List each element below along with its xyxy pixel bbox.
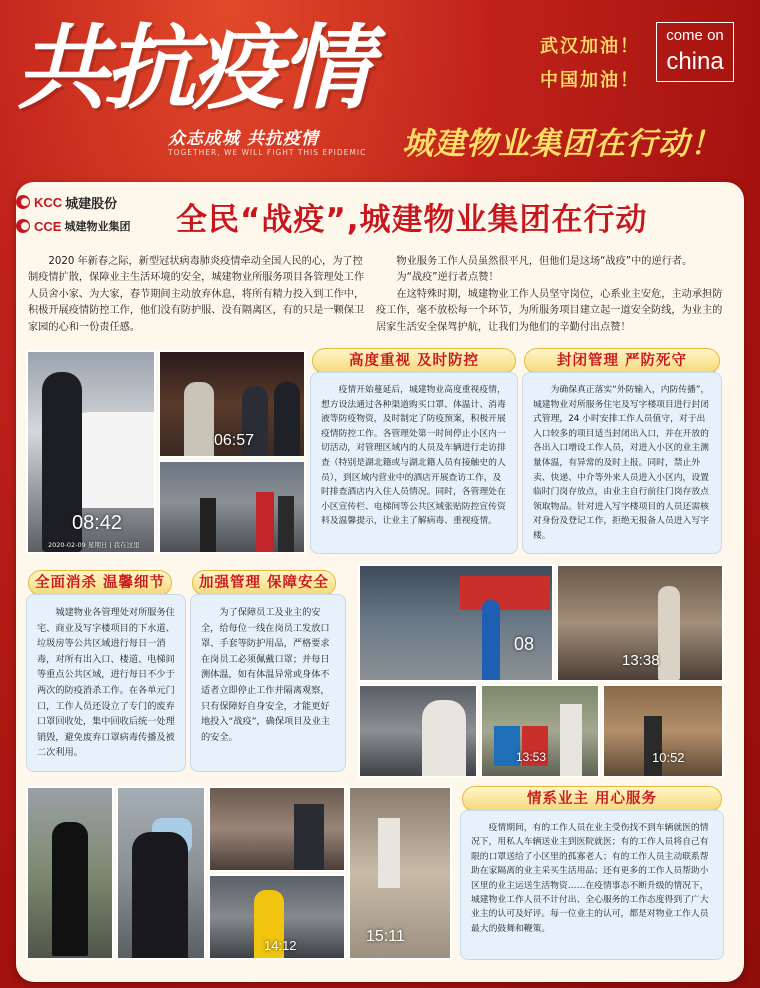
- section-heading-closed-management: 封闭管理 严防死守: [524, 348, 720, 374]
- section-body-closed-management: [522, 372, 722, 554]
- photo-timestamp: 13:53: [516, 750, 547, 764]
- hero-subtitle-en: TOGETHER, WE WILL FIGHT THIS EPIDEMIC: [168, 148, 367, 157]
- come-on-china-badge: [656, 22, 734, 82]
- section-heading-staff-safety: 加强管理 保障安全: [192, 570, 336, 596]
- photo-water-delivery: [116, 786, 206, 960]
- section-body-prevention: [310, 372, 518, 554]
- intro-left: [28, 254, 366, 336]
- photo-car-shape: [76, 412, 156, 508]
- photo-person-shape: [644, 716, 662, 776]
- cheer-wuhan: 武汉加油！: [540, 36, 640, 57]
- photo-timestamp: 06:57: [214, 432, 255, 449]
- photo-timestamp: 14:12: [264, 938, 297, 953]
- hero-title: 共抗疫情: [16, 14, 369, 122]
- photo-disinfection-corridor: [556, 564, 724, 682]
- logo-group: [16, 192, 166, 236]
- photo-delivery-supplies: [26, 786, 114, 960]
- section-body-resident-service: [460, 810, 724, 960]
- intro-paragraph: 在这特殊时期，城建物业工作人员坚守岗位，心系业主安危，主动承担防疫工作，毫不放松每一个环节，为所服务项目建立起一道安全防线，为业主的居家生活安全保驾护航，让我们为他们的辛勤付出点赞！: [376, 288, 723, 333]
- photo-person-shape: [422, 700, 466, 778]
- hero-subtitle: 众志成城 共抗疫情: [168, 129, 319, 149]
- photo-person-shape: [184, 382, 214, 458]
- photo-delivery-scooter: [208, 874, 346, 960]
- photo-disinfection-outdoor: [602, 684, 724, 778]
- photo-person-shape: [278, 496, 294, 554]
- photo-stairway-disinfection: [348, 786, 452, 960]
- photo-person-shape: [294, 804, 324, 872]
- intro-right: [376, 254, 724, 336]
- china-text: china: [666, 48, 724, 75]
- photo-trash-bins: [480, 684, 600, 778]
- photo-person-shape: [378, 818, 400, 888]
- section-text: 疫情开始蔓延后，城建物业高度重视疫情，想方设法通过各种渠道购买口罩、体温计、消毒液等防疫物资，及时制定了防疫预案，积极开展疫情防控工作。各管理处第一时间停止小区内一切活动，对管理区域内的人员及车辆进行走访排查（特别是湖北籍或与湖北籍人员有接触史的人员），到区域内营业中的酒店开展查访工作，及时排查酒店内入住人员情况。同时，各管理处在小区宣传栏、电梯间等公共区域张贴防控宣传资料及温馨提示，让业主了解病毒、重视疫情。: [321, 385, 506, 527]
- section-body-staff-safety: [190, 594, 346, 772]
- come-on-text: come on: [666, 27, 724, 44]
- photo-timestamp: 08:42: [72, 512, 123, 534]
- photo-person-shape: [560, 704, 582, 778]
- photo-person-shape: [200, 498, 216, 554]
- photo-temperature-check: [158, 350, 306, 458]
- kcc-logo: [16, 192, 166, 212]
- photo-helping-resident: [208, 786, 346, 872]
- photo-person-shape: [52, 822, 88, 956]
- section-text: 为确保真正落实“外防输入，内防传播”，城建物业对所服务住宅及写字楼项目进行封闭式管理，24 小时安排工作人员值守，对于出入口较多的项目适当封闭出入口，并在开放的各出入口增设工作人员，对进入小区的业主测量体温，有异常的及时上报。同时，禁止外卖、快递、中介等外来人员进入小区内，设置临时门岗存放点，由业主自行前往门岗存放点领取物品。针对进入写字楼项目的人员还需核对身份及登记工作，拒绝无报备人员进入写字楼。: [533, 385, 710, 541]
- photo-person-shape: [256, 492, 274, 554]
- photo-disinfection-elevator: [358, 684, 478, 778]
- photo-person-shape: [482, 600, 500, 682]
- cce-logo-icon: [16, 219, 30, 233]
- photo-timestamp: 15:11: [366, 928, 405, 945]
- section-heading-disinfection: 全面消杀 温馨细节: [28, 570, 172, 596]
- section-text: 为了保障员工及业主的安全，给每位一线在岗员工发放口罩、手套等防护用品，严格要求在岗员工必须佩戴口罩；并每日测体温，如有体温异常或身体不适者立即停止工作并隔离观察，只有保障好自身安全，才能更好地投入“战疫”，确保项目及业主的安全。: [201, 607, 330, 743]
- section-body-disinfection: [26, 594, 186, 772]
- intro-paragraph: 为“战疫”逆行者点赞！: [396, 272, 499, 284]
- section-heading-prevention: 高度重视 及时防控: [312, 348, 516, 374]
- photo-disinfection-lobby: [358, 564, 554, 682]
- cce-logo-en: CCE: [34, 218, 62, 234]
- main-title: 全民“战疫”,城建物业集团在行动: [176, 202, 648, 238]
- kcc-logo-icon: [16, 195, 30, 209]
- photo-timestamp: 08: [514, 634, 535, 654]
- kcc-logo-cn: 城建股份: [65, 196, 118, 212]
- kcc-logo-en: KCC: [34, 194, 63, 210]
- intro-paragraph: 物业服务工作人员虽然很平凡，但他们是这场“战疫”中的逆行者。: [396, 256, 693, 267]
- photo-date: 2020-02-09 星期日 | 我在这里: [48, 541, 140, 549]
- photo-person-shape: [658, 586, 680, 680]
- photo-timestamp: 10:52: [652, 750, 685, 765]
- section-heading-resident-service: 情系业主 用心服务: [462, 786, 722, 812]
- section-text: 疫情期间，有的工作人员在业主受伤找不到车辆就医的情况下，用私人车辆送业主到医院就医；有的工作人员将自己有限的口罩送给了小区里的孤寡老人；有的工作人员主动联系帮助在家隔离的业主采买生活用品；还有更多的工作人员帮助小区里的业主运送生活物资……在疫情事态不断升级的情况下，城建物业工作人员不计付出、全心服务的工作态度得到了广大业主的认可及好评。每一位业主的认可，都是对物业工作人员最大的鼓舞和鞭策。: [471, 823, 709, 934]
- photo-entrance-guard: [158, 460, 306, 554]
- photo-banner-shape: [460, 576, 550, 610]
- intro-paragraph: 2020 年新春之际，新型冠状病毒肺炎疫情牵动全国人民的心，为了控制疫情扩散，保障业主生活环境的安全，城建物业所服务项目各管理处工作人员舍小家、为大家，春节期间主动放弃休息，将所有精力投入到工作中，积极开展疫情防控工作，他们没有防护服、没有隔离区，有的只是一颗保卫家园的心和一份责任感。: [28, 256, 365, 333]
- cce-logo: [16, 216, 166, 236]
- cce-logo-cn: 城建物业集团: [64, 220, 131, 233]
- photo-vehicle-check: [26, 350, 156, 554]
- section-text: 城建物业各管理处对所服务住宅、商业及写字楼项目的下水道、垃圾房等公共区域进行每日一消毒，对所有出入口、楼道、电梯间等重点公共区域，进行每日不少于两次的防疫消杀工作。在各单元门口，工作人员还设立了专门的废弃口罩回收处，集中回收后统一处理销毁，避免废弃口罩病毒传播及被二次利用。: [37, 607, 175, 759]
- photo-timestamp: 13:38: [622, 652, 660, 669]
- photo-person-shape: [132, 832, 188, 960]
- tagline: 城建物业集团在行动！: [402, 126, 722, 162]
- photo-person-shape: [274, 382, 300, 458]
- cheer-china: 中国加油！: [540, 70, 640, 91]
